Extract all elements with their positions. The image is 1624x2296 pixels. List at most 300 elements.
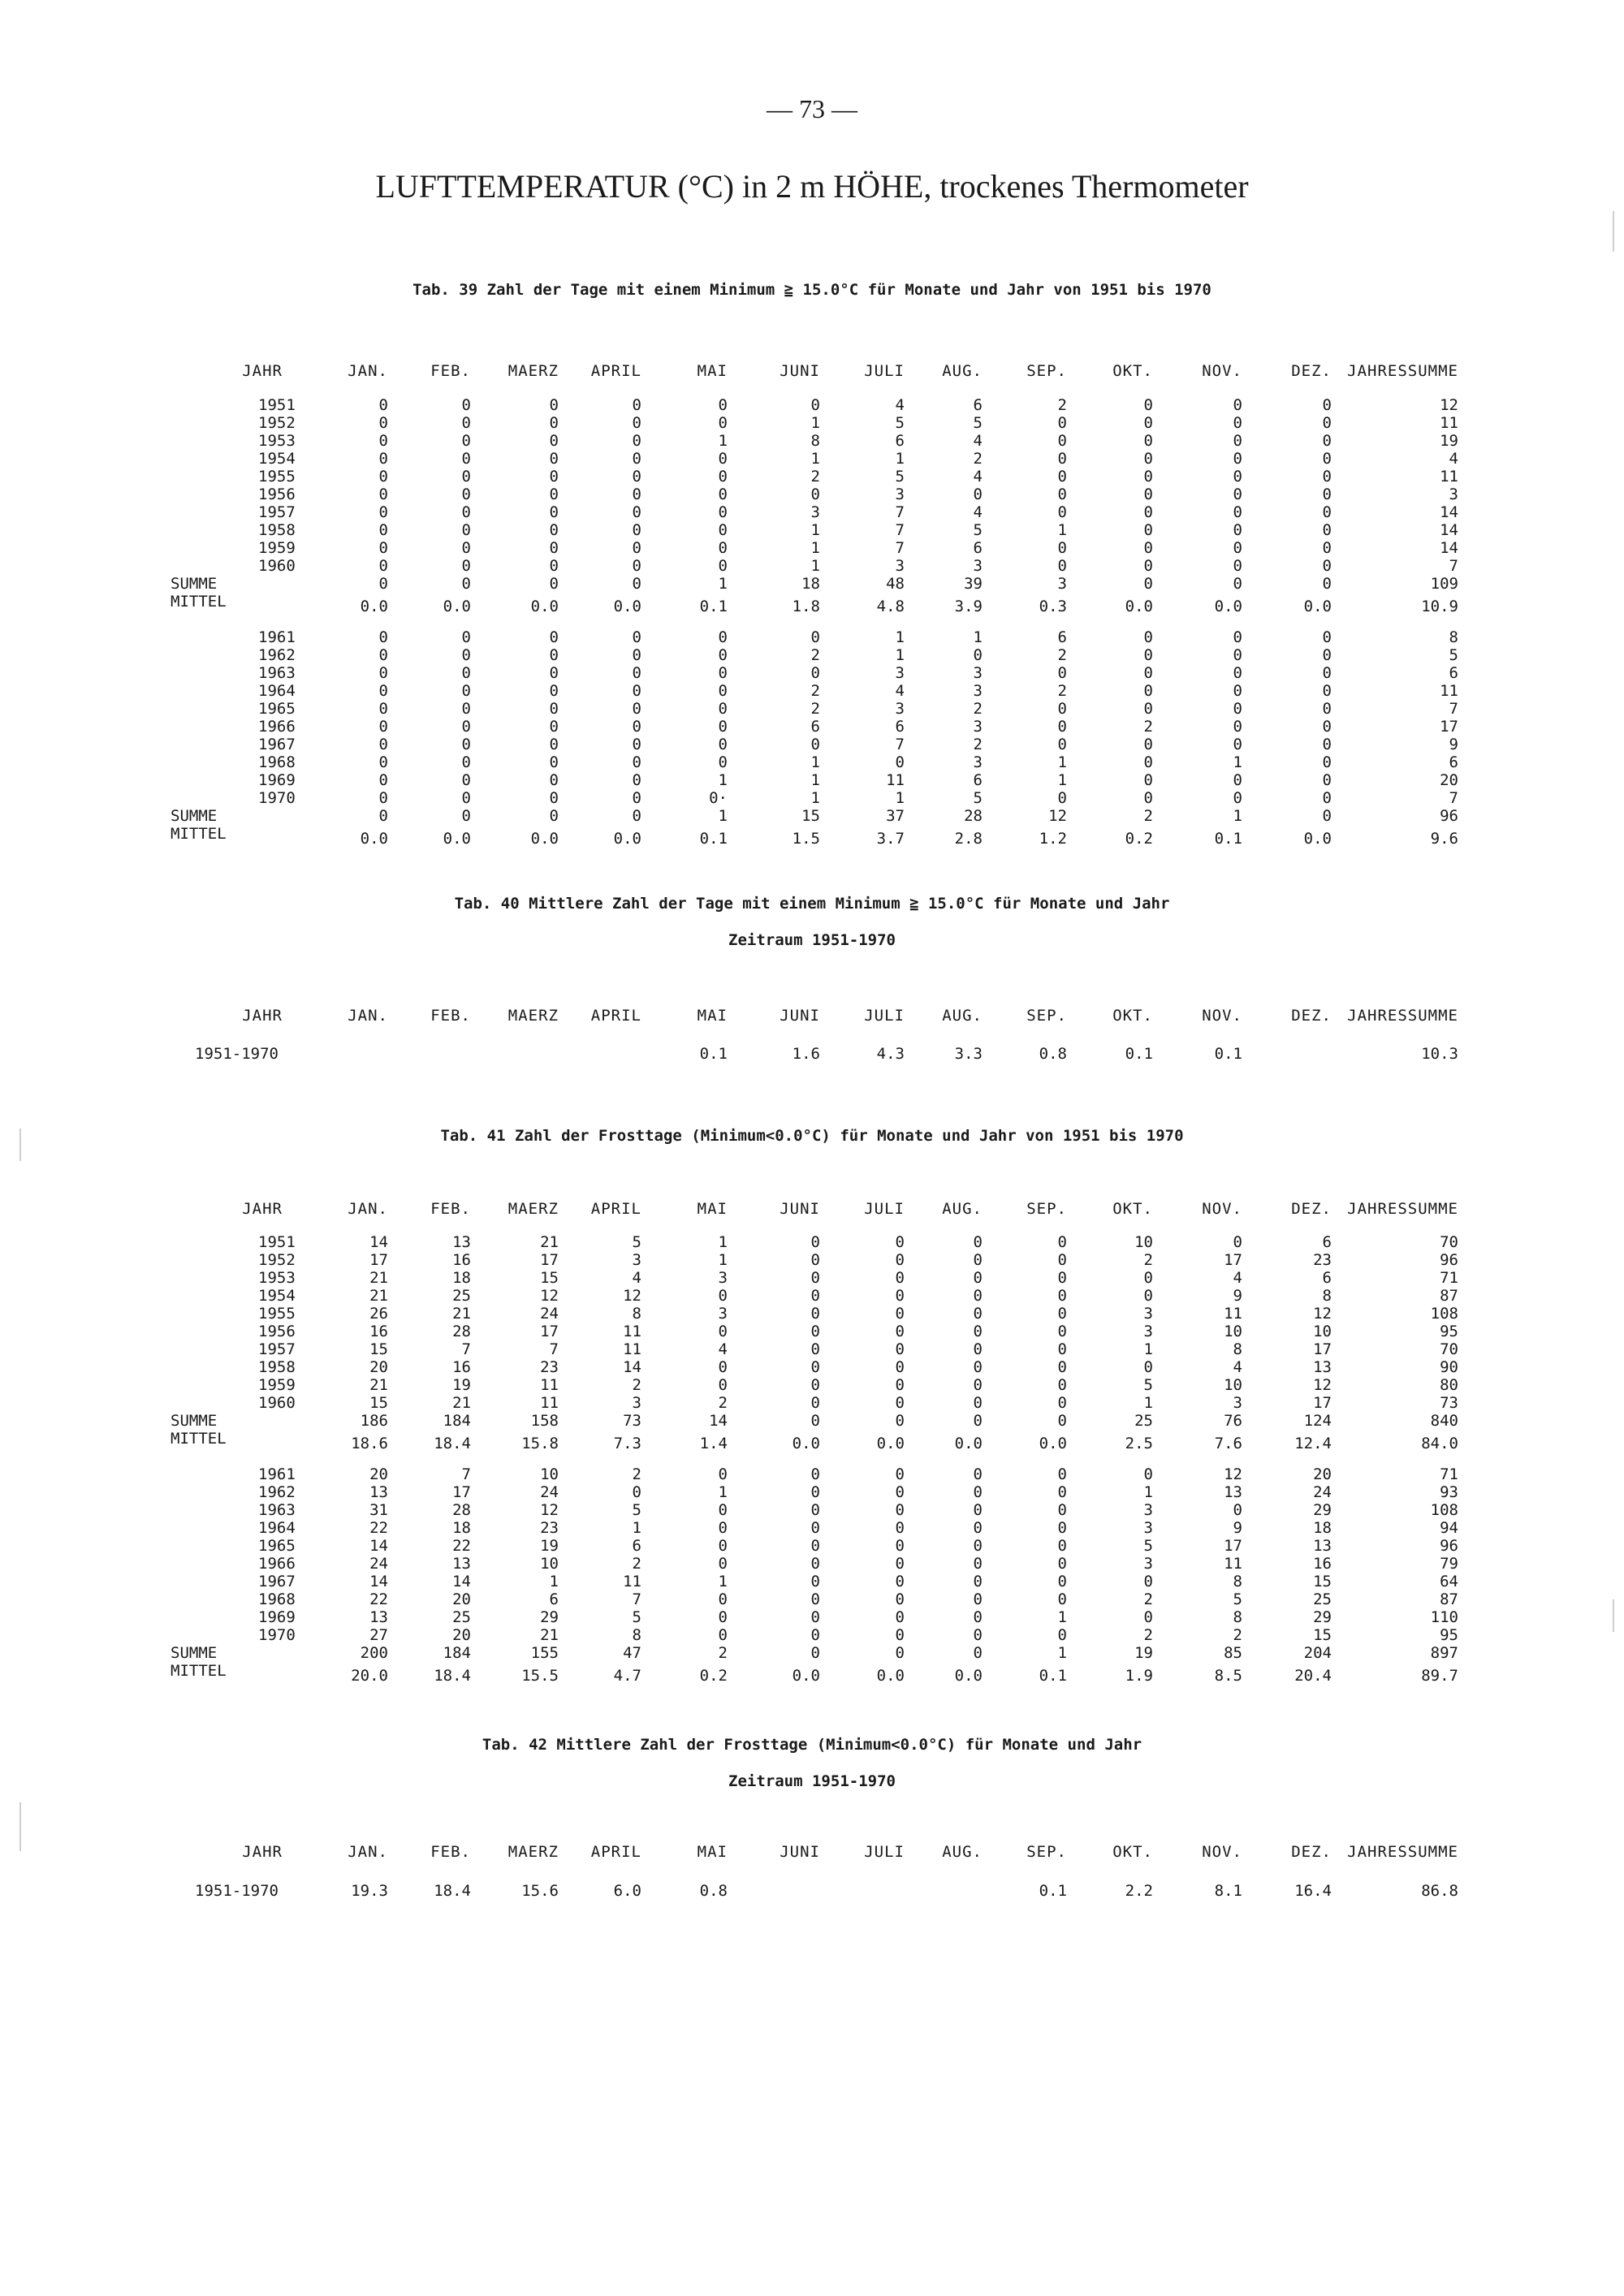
table-cell: 0: [1057, 718, 1067, 736]
column-header: MAERZ: [508, 1007, 559, 1025]
table-cell: 16: [369, 1323, 388, 1340]
table-cell: 0: [549, 771, 559, 789]
table-cell: 0: [895, 1555, 905, 1573]
table-cell: 0: [378, 468, 388, 486]
table-cell: 0: [810, 1555, 820, 1573]
column-header: SEP.: [1026, 362, 1067, 380]
table-cell: 3: [632, 1251, 641, 1269]
table-cell: 3: [810, 503, 820, 521]
table-cell: 9: [1233, 1287, 1242, 1305]
table-cell: 7: [895, 736, 905, 753]
table-cell: 7: [1449, 557, 1458, 575]
table-cell: 1: [810, 771, 820, 789]
table-cell: 87: [1440, 1590, 1458, 1608]
table-cell: 3: [895, 664, 905, 682]
table-cell: 0: [895, 1626, 905, 1644]
table-row: [0, 1483, 1624, 1501]
summe-label: SUMME: [171, 1644, 218, 1662]
row-year: 1959: [258, 1376, 296, 1394]
table-cell: 0: [1233, 664, 1242, 682]
column-header: FEB.: [430, 1843, 471, 1861]
table-cell: 0: [1322, 718, 1332, 736]
table-cell: 2: [1057, 646, 1067, 664]
mittel-cell: 20.4: [1294, 1667, 1332, 1685]
summe-cell: 200: [360, 1644, 388, 1662]
column-header: OKT.: [1112, 1843, 1153, 1861]
table-cell: 0: [1057, 468, 1067, 486]
table-cell: 14: [452, 1573, 471, 1590]
column-header: FEB.: [430, 362, 471, 380]
table-cell: 0: [1322, 736, 1332, 753]
table-cell: 0: [1143, 486, 1153, 503]
table-cell: 0: [718, 503, 728, 521]
column-header: JUNI: [780, 1843, 820, 1861]
table-row: [0, 1251, 1624, 1269]
table-cell: 0: [718, 1501, 728, 1519]
table-cell: 6: [632, 1537, 641, 1555]
summe-label: SUMME: [171, 1412, 218, 1430]
table-cell: 0: [810, 1376, 820, 1394]
table-cell: 22: [369, 1519, 388, 1537]
table-cell: 28: [452, 1323, 471, 1340]
table-cell: 0: [718, 1519, 728, 1537]
summe-cell: 0: [1322, 807, 1332, 825]
table-cell: 11: [1440, 414, 1458, 432]
table-cell: 0: [1322, 503, 1332, 521]
column-header: JAHR: [242, 362, 283, 380]
table-cell: 0: [378, 521, 388, 539]
table-cell: 0: [1322, 771, 1332, 789]
mittel-cell: 15.5: [521, 1667, 559, 1685]
row-year: 1961: [258, 1465, 296, 1483]
table-cell: 17: [540, 1251, 559, 1269]
table-cell: 0: [1057, 1233, 1067, 1251]
table-cell: 21: [452, 1305, 471, 1323]
table-cell: 18: [1313, 1519, 1332, 1537]
table-cell: 0: [973, 1340, 983, 1358]
summe-cell: 48: [886, 575, 905, 593]
mittel-cell: 0.1: [1039, 1667, 1067, 1685]
row-year: 1952: [258, 1251, 296, 1269]
table-cell: 2: [1143, 1590, 1153, 1608]
summe-cell: 3: [1057, 575, 1067, 593]
table-cell: 0: [632, 539, 641, 557]
table-cell: 0: [1057, 450, 1067, 468]
table-cell: 3: [973, 753, 983, 771]
table-cell: 2: [973, 736, 983, 753]
table-cell: 0: [461, 664, 471, 682]
table-cell: 0: [461, 789, 471, 807]
table-row: [0, 1394, 1624, 1412]
table-cell: 6: [1449, 664, 1458, 682]
table-cell: 3: [1143, 1555, 1153, 1573]
mittel-cell: 0.3: [1039, 598, 1067, 615]
table-cell: 0: [718, 1555, 728, 1573]
table-cell: 0: [973, 486, 983, 503]
table-cell: 0: [1057, 1573, 1067, 1590]
table-row: [0, 1340, 1624, 1358]
table-row: [0, 1626, 1624, 1644]
table-cell: 0: [1233, 736, 1242, 753]
column-header: MAERZ: [508, 362, 559, 380]
table-row: [0, 1358, 1624, 1376]
table-cell: 0: [378, 450, 388, 468]
table-cell: 1.6: [792, 1045, 820, 1063]
table-cell: 17: [452, 1483, 471, 1501]
mittel-cell: 0.0: [1039, 1435, 1067, 1452]
table-cell: 0: [632, 628, 641, 646]
table-cell: 0: [461, 503, 471, 521]
table-cell: 1: [895, 789, 905, 807]
table-cell: 0: [1322, 682, 1332, 700]
table-cell: 0: [1057, 1305, 1067, 1323]
table-cell: 14: [623, 1358, 641, 1376]
table-cell: 0: [1233, 789, 1242, 807]
row-year: 1969: [258, 1608, 296, 1626]
table-cell: 0: [895, 1340, 905, 1358]
table-cell: 0: [632, 503, 641, 521]
summe-cell: 158: [530, 1412, 559, 1430]
table-cell: 16: [452, 1358, 471, 1376]
table-cell: 0: [895, 1573, 905, 1590]
table-cell: 64: [1440, 1573, 1458, 1590]
table-cell: 0: [1057, 1340, 1067, 1358]
table-cell: 0: [895, 1376, 905, 1394]
row-year: 1954: [258, 1287, 296, 1305]
table-cell: 0: [1143, 1269, 1153, 1287]
mittel-cell: 0.0: [1125, 598, 1153, 615]
table-cell: 24: [1313, 1483, 1332, 1501]
mittel-cell: 0.2: [699, 1667, 728, 1685]
table-cell: 14: [1440, 503, 1458, 521]
table-cell: 73: [1440, 1394, 1458, 1412]
summe-cell: 15: [801, 807, 820, 825]
mittel-cell: 8.5: [1214, 1667, 1242, 1685]
table-cell: 11: [623, 1340, 641, 1358]
mittel-label: MITTEL: [171, 825, 227, 843]
tab42-subcaption: Zeitraum 1951-1970: [728, 1772, 896, 1790]
summe-cell: 0: [895, 1412, 905, 1430]
table-row: [0, 396, 1624, 414]
table-cell: 0: [378, 628, 388, 646]
table-cell: 87: [1440, 1287, 1458, 1305]
summe-cell: 18: [801, 575, 820, 593]
table-cell: 0: [549, 789, 559, 807]
column-header: OKT.: [1112, 362, 1153, 380]
table-cell: 0: [632, 789, 641, 807]
table-cell: 71: [1440, 1269, 1458, 1287]
mittel-cell: 12.4: [1294, 1435, 1332, 1452]
table-cell: 0: [1233, 539, 1242, 557]
table-cell: 15: [1313, 1573, 1332, 1590]
table-cell: 13: [1224, 1483, 1242, 1501]
table-row: [0, 789, 1624, 807]
table-cell: 0: [1143, 503, 1153, 521]
table-cell: 15.6: [521, 1882, 559, 1900]
table-cell: 0: [632, 753, 641, 771]
table-cell: 0: [1057, 539, 1067, 557]
table-cell: 0: [632, 700, 641, 718]
table-cell: 0: [810, 1233, 820, 1251]
table-cell: 4: [1233, 1358, 1242, 1376]
row-year: 1962: [258, 646, 296, 664]
table-cell: 0: [895, 1590, 905, 1608]
row-year: 1952: [258, 414, 296, 432]
table-cell: 1: [1143, 1340, 1153, 1358]
table-cell: 0: [810, 1305, 820, 1323]
table-cell: 0: [1322, 468, 1332, 486]
table-cell: 0: [549, 718, 559, 736]
table-cell: 0: [810, 1269, 820, 1287]
table-cell: 0: [810, 628, 820, 646]
table-cell: 6: [973, 771, 983, 789]
table-cell: 0: [1322, 486, 1332, 503]
table-cell: 0: [1233, 432, 1242, 450]
table-cell: 0: [1322, 521, 1332, 539]
mittel-cell: 0.0: [530, 830, 559, 848]
table-cell: 12: [1313, 1305, 1332, 1323]
column-header: APRIL: [590, 362, 641, 380]
mittel-cell: 1.4: [699, 1435, 728, 1452]
table-cell: 0: [718, 736, 728, 753]
table-cell: 9: [1233, 1519, 1242, 1537]
mittel-cell: 0.0: [1303, 830, 1332, 848]
row-year: 1955: [258, 468, 296, 486]
table-cell: 0: [718, 753, 728, 771]
table-cell: 22: [452, 1537, 471, 1555]
summe-cell: 85: [1224, 1644, 1242, 1662]
table-cell: 0: [1057, 1251, 1067, 1269]
table-cell: 0: [895, 1519, 905, 1537]
table-cell: 11: [540, 1394, 559, 1412]
column-header: JAHRESSUMME: [1347, 1843, 1458, 1861]
row-year: 1961: [258, 628, 296, 646]
table-cell: 4: [973, 468, 983, 486]
table-cell: 21: [369, 1287, 388, 1305]
column-header: AUG.: [942, 1007, 983, 1025]
table-cell: 96: [1440, 1537, 1458, 1555]
summe-cell: 0: [1322, 575, 1332, 593]
table-cell: 0: [895, 1501, 905, 1519]
table-cell: 14: [369, 1537, 388, 1555]
table-row: [0, 1287, 1624, 1305]
row-period: 1951-1970: [195, 1882, 279, 1900]
mittel-cell: 89.7: [1421, 1667, 1458, 1685]
column-header: JAHR: [242, 1007, 283, 1025]
table-cell: 1: [718, 1233, 728, 1251]
summe-cell: 0: [461, 575, 471, 593]
table-cell: 0: [1233, 468, 1242, 486]
table-cell: 0: [1143, 682, 1153, 700]
table-cell: 0: [549, 664, 559, 682]
table-cell: 1: [810, 521, 820, 539]
table-cell: 11: [1224, 1305, 1242, 1323]
summe-cell: 109: [1430, 575, 1458, 593]
table-cell: 6: [973, 539, 983, 557]
table-cell: 0: [1233, 771, 1242, 789]
table-cell: 0: [549, 736, 559, 753]
table-cell: 0: [718, 468, 728, 486]
table-cell: 0: [718, 414, 728, 432]
table-cell: 0: [1322, 664, 1332, 682]
table-cell: 19: [1440, 432, 1458, 450]
table-cell: 0: [461, 539, 471, 557]
table-cell: 0: [461, 753, 471, 771]
table-cell: 0: [810, 1251, 820, 1269]
mittel-cell: 0.0: [876, 1435, 905, 1452]
row-year: 1968: [258, 1590, 296, 1608]
table-row: [0, 1555, 1624, 1573]
column-header: APRIL: [590, 1200, 641, 1218]
column-header: JUNI: [780, 362, 820, 380]
table-cell: 4: [632, 1269, 641, 1287]
column-header: FEB.: [430, 1007, 471, 1025]
row-year: 1968: [258, 753, 296, 771]
table-cell: 20: [1440, 771, 1458, 789]
column-header: OKT.: [1112, 1007, 1153, 1025]
table-cell: 24: [540, 1483, 559, 1501]
table-cell: 0: [1233, 521, 1242, 539]
table-cell: 20: [452, 1590, 471, 1608]
table-row: [0, 1233, 1624, 1251]
table-cell: 16.4: [1294, 1882, 1332, 1900]
table-cell: 0: [549, 628, 559, 646]
table-cell: 0: [718, 1537, 728, 1555]
table-cell: 7: [895, 521, 905, 539]
mittel-cell: 4.8: [876, 598, 905, 615]
mittel-cell: 0.0: [876, 1667, 905, 1685]
table-cell: 0: [1057, 1555, 1067, 1573]
table-cell: 0: [973, 1626, 983, 1644]
table-cell: 0: [461, 682, 471, 700]
row-year: 1965: [258, 1537, 296, 1555]
table-cell: 17: [1440, 718, 1458, 736]
table-cell: 1: [895, 628, 905, 646]
table-cell: 28: [452, 1501, 471, 1519]
table-cell: 0: [1057, 700, 1067, 718]
table-cell: 0: [549, 503, 559, 521]
table-cell: 1: [632, 1519, 641, 1537]
table-cell: 0: [1143, 468, 1153, 486]
table-cell: 0: [549, 414, 559, 432]
summe-cell: 96: [1440, 807, 1458, 825]
mittel-label: MITTEL: [171, 1662, 227, 1680]
table-cell: 0: [1322, 432, 1332, 450]
table-cell: 0: [1057, 1287, 1067, 1305]
table-cell: 25: [452, 1608, 471, 1626]
mittel-cell: 1.2: [1039, 830, 1067, 848]
table-cell: 6: [1322, 1269, 1332, 1287]
table-cell: 0: [810, 1626, 820, 1644]
table-cell: 7: [1449, 789, 1458, 807]
table-cell: 5: [632, 1608, 641, 1626]
row-year: 1966: [258, 718, 296, 736]
mittel-cell: 2.8: [954, 830, 983, 848]
column-header: JAN.: [348, 1200, 388, 1218]
summe-cell: 39: [964, 575, 983, 593]
row-year: 1954: [258, 450, 296, 468]
table-cell: 0: [718, 1590, 728, 1608]
table-cell: 0: [1233, 414, 1242, 432]
table-cell: 0: [973, 1233, 983, 1251]
table-cell: 3: [718, 1305, 728, 1323]
column-header: JAN.: [348, 1007, 388, 1025]
table-cell: 0: [1143, 450, 1153, 468]
table-cell: 80: [1440, 1376, 1458, 1394]
table-cell: 17: [1224, 1251, 1242, 1269]
table-cell: 14: [369, 1233, 388, 1251]
table-cell: 0: [895, 1233, 905, 1251]
table-cell: 0.1: [1214, 1045, 1242, 1063]
table-cell: 0: [632, 521, 641, 539]
table-cell: 0: [973, 1394, 983, 1412]
table-cell: 0: [1233, 503, 1242, 521]
summe-cell: 12: [1048, 807, 1067, 825]
table-cell: 0: [1322, 646, 1332, 664]
column-header: NOV.: [1202, 1007, 1242, 1025]
table-row: [0, 1590, 1624, 1608]
table-cell: 0: [461, 432, 471, 450]
table-cell: 0: [718, 682, 728, 700]
table-cell: 0: [1143, 1358, 1153, 1376]
row-year: 1958: [258, 1358, 296, 1376]
table-cell: 0: [718, 664, 728, 682]
table-cell: 0: [632, 646, 641, 664]
column-header: AUG.: [942, 1200, 983, 1218]
table-cell: 0: [973, 1305, 983, 1323]
table-cell: 0: [461, 646, 471, 664]
table-cell: 110: [1430, 1608, 1458, 1626]
summe-cell: 1: [718, 807, 728, 825]
table-row: [0, 1323, 1624, 1340]
table-cell: 13: [452, 1233, 471, 1251]
mittel-cell: 2.5: [1125, 1435, 1153, 1452]
mittel-cell: 3.7: [876, 830, 905, 848]
table-cell: 2: [1143, 718, 1153, 736]
table-cell: 70: [1440, 1340, 1458, 1358]
table-cell: 0: [461, 736, 471, 753]
table-cell: 6: [810, 718, 820, 736]
table-cell: 4: [1233, 1269, 1242, 1287]
row-year: 1956: [258, 486, 296, 503]
table-cell: 3: [895, 486, 905, 503]
table-cell: 17: [540, 1323, 559, 1340]
summe-cell: 0: [1233, 575, 1242, 593]
row-year: 1962: [258, 1483, 296, 1501]
table-cell: 0: [1057, 414, 1067, 432]
table-cell: 93: [1440, 1483, 1458, 1501]
mittel-row: [0, 825, 1624, 848]
table-cell: 1: [1143, 1483, 1153, 1501]
row-year: 1957: [258, 1340, 296, 1358]
table-cell: 2: [810, 468, 820, 486]
column-header: JULI: [864, 1007, 905, 1025]
summe-cell: 0: [1057, 1412, 1067, 1430]
table-cell: 11: [1440, 682, 1458, 700]
table-cell: 0: [1143, 646, 1153, 664]
table-cell: 0: [973, 1483, 983, 1501]
table-cell: 0: [632, 414, 641, 432]
summe-cell: 155: [530, 1644, 559, 1662]
table-cell: 0: [1233, 700, 1242, 718]
table-row: [0, 1465, 1624, 1483]
table-cell: 1: [1143, 1394, 1153, 1412]
table-cell: 0: [378, 432, 388, 450]
table-cell: 0: [1057, 1269, 1067, 1287]
table-cell: 0: [1057, 503, 1067, 521]
summe-cell: 2: [1143, 807, 1153, 825]
summe-row: [0, 575, 1624, 593]
